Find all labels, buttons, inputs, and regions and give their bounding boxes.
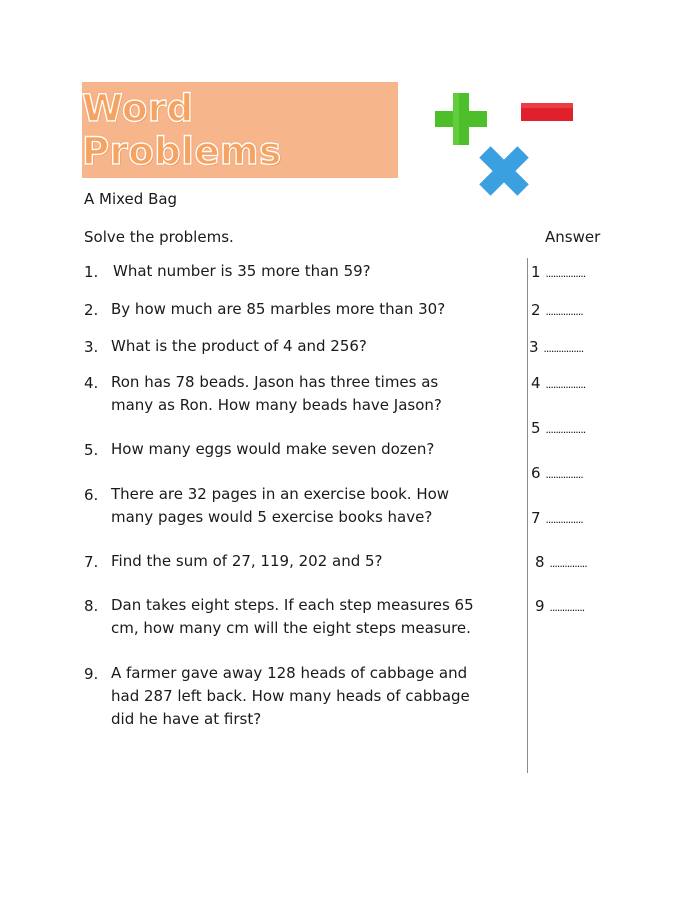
instructions: Solve the problems. [84, 228, 234, 246]
answer-blank[interactable] [531, 301, 583, 321]
question-text: What is the product of 4 and 256? [111, 337, 367, 355]
question-number: 3. [84, 338, 99, 356]
answer-dots: ................ [545, 267, 586, 280]
answer-number: 3 [529, 338, 539, 356]
question-number: 1. [84, 263, 99, 281]
answer-number: 9 [535, 597, 545, 615]
answer-dots: .............. [549, 601, 585, 614]
question-text: Find the sum of 27, 119, 202 and 5? [111, 552, 383, 570]
worksheet-subtitle: A Mixed Bag [84, 190, 178, 208]
question-number: 4. [84, 374, 99, 392]
question-text: How many eggs would make seven dozen? [111, 440, 435, 458]
question-number: 8. [84, 597, 99, 615]
answer-blank[interactable] [535, 597, 584, 617]
answer-dots: ............... [545, 513, 583, 526]
answer-dots: ............... [545, 305, 583, 318]
answer-blank[interactable] [531, 374, 585, 394]
question-number: 7. [84, 553, 99, 571]
page-title: Word Problems [82, 87, 282, 173]
answer-dots: ................ [543, 342, 584, 355]
answer-number: 7 [531, 509, 541, 527]
answer-column-header: Answer [545, 228, 601, 246]
answer-blank[interactable] [531, 509, 583, 529]
answer-dots: ............... [545, 468, 583, 481]
answer-number: 5 [531, 419, 541, 437]
question-text: Ron has 78 beads. Jason has three times as many as Ron. How many beads have Jason? [111, 373, 442, 414]
answer-number: 6 [531, 464, 541, 482]
answer-number: 2 [531, 301, 541, 319]
answer-number: 8 [535, 553, 545, 571]
question-number: 2. [84, 301, 99, 319]
question-text: A farmer gave away 128 heads of cabbage and had 287 left back. How many heads of cabbage did he have at first? [111, 664, 470, 728]
question-number: 5. [84, 441, 99, 459]
answer-blank[interactable] [531, 263, 585, 283]
answer-blank[interactable] [531, 419, 585, 439]
answer-number: 1 [531, 263, 541, 281]
question-text: What number is 35 more than 59? [113, 262, 371, 280]
answer-blank[interactable] [531, 464, 583, 484]
answer-dots: ................ [545, 423, 586, 436]
answer-dots: ................ [545, 378, 586, 391]
question-number: 6. [84, 486, 99, 504]
title-banner [82, 82, 398, 178]
multiply-icon [473, 143, 535, 199]
plus-icon [432, 90, 490, 148]
answer-divider [527, 258, 528, 773]
question-number: 9. [84, 665, 99, 683]
answer-blank[interactable] [529, 338, 583, 358]
answer-dots: ............... [549, 557, 587, 570]
minus-icon [519, 100, 575, 124]
answer-blank[interactable] [535, 553, 587, 573]
answer-number: 4 [531, 374, 541, 392]
question-text: Dan takes eight steps. If each step measures 65 cm, how many cm will the eight steps measure. [111, 596, 474, 637]
question-text: There are 32 pages in an exercise book. How many pages would 5 exercise books have? [111, 485, 450, 526]
question-text: By how much are 85 marbles more than 30? [111, 300, 446, 318]
